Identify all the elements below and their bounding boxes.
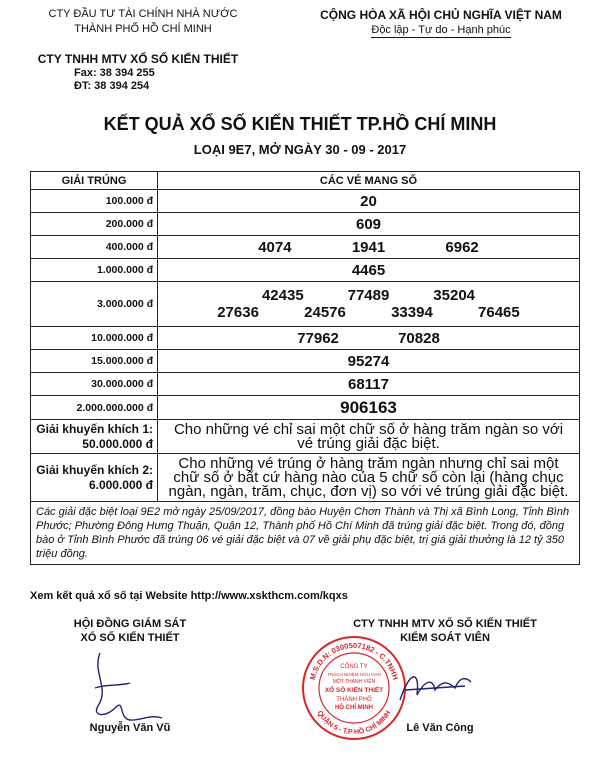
left-signer-title-2: XỔ SỐ KIẾN THIẾT bbox=[80, 632, 180, 644]
stamp-bottom-text: QUẬN 5 - T.P HỒ CHÍ MINH bbox=[315, 709, 393, 737]
winning-numbers bbox=[158, 236, 580, 259]
right-signature-mark bbox=[395, 660, 475, 720]
page-subtitle: LOẠI 9E7, MỞ NGÀY 30 - 09 - 2017 bbox=[193, 142, 407, 157]
table-row-note bbox=[31, 502, 580, 565]
prize-amount: 10.000.000 đ bbox=[31, 327, 158, 350]
stamp-line-4: XỔ SỐ KIẾN THIẾT bbox=[324, 687, 384, 694]
left-signer-name: Nguyễn Văn Vũ bbox=[89, 722, 171, 734]
col-header-numbers: CÁC VÉ MANG SỐ bbox=[158, 172, 580, 190]
consolation-2-amount: 6.000.000 đ bbox=[88, 477, 153, 492]
phone-number: ĐT: 38 394 254 bbox=[74, 80, 150, 92]
stamp-line-2: TRÁCH NHIỆM HỮU HẠN bbox=[327, 672, 381, 677]
table-row-consolation-2 bbox=[31, 454, 580, 502]
winning-numbers bbox=[158, 190, 580, 213]
page-title: KẾT QUẢ XỔ SỐ KIẾN THIẾT TP.HỒ CHÍ MINH bbox=[103, 114, 497, 134]
consolation-2-label: Giải khuyến khích 2: bbox=[36, 462, 153, 477]
right-signer-title-2: KIỂM SOÁT VIÊN bbox=[400, 632, 490, 644]
winning-numbers bbox=[158, 373, 580, 396]
winning-numbers bbox=[158, 350, 580, 373]
winning-numbers bbox=[158, 213, 580, 236]
nation-motto bbox=[300, 24, 582, 36]
winning-numbers bbox=[158, 282, 580, 327]
stamp-line-5: THÀNH PHỐ bbox=[336, 697, 372, 703]
col-header-prize: GIẢI TRÚNG bbox=[31, 172, 158, 190]
winning-number: 20 bbox=[360, 192, 377, 210]
winning-numbers bbox=[158, 259, 580, 282]
table-row bbox=[31, 213, 580, 236]
table-row bbox=[31, 282, 580, 327]
table-row-special bbox=[31, 396, 580, 420]
company-name: CTY TNHH MTV XỔ SỐ KIẾN THIẾT bbox=[37, 52, 239, 66]
consolation-1-label: Giải khuyến khích 1: bbox=[36, 421, 153, 436]
winning-number: 609 bbox=[355, 215, 382, 233]
table-row-consolation-1 bbox=[31, 420, 580, 454]
winning-number: 42435 bbox=[261, 287, 304, 304]
winning-number: 68117 bbox=[348, 375, 389, 393]
table-row bbox=[31, 190, 580, 213]
special-winning-number: 906163 bbox=[340, 397, 397, 417]
fax-number: Fax: 38 394 255 bbox=[74, 67, 155, 79]
left-signer-title-1: HỘI ĐỒNG GIÁM SÁT bbox=[73, 618, 187, 630]
prize-amount: 30.000.000 đ bbox=[31, 373, 158, 396]
table-row bbox=[31, 327, 580, 350]
winning-number: 4074 bbox=[258, 238, 292, 256]
winning-number: 77489 bbox=[347, 287, 390, 304]
consolation-2-desc: Cho những vé trúng ở hàng trăm ngàn nhưng chỉ sai một chữ số ở bất cứ hàng nào của 5 chữ số còn lại (hàng chục ngàn, ngàn, trăm, chục, đơn vị) so với vé trúng giải đặc biệt. bbox=[158, 454, 580, 502]
prize-amount: 3.000.000 đ bbox=[31, 282, 158, 327]
winning-number: 70828 bbox=[398, 329, 440, 347]
stamp-line-3: MỘT THÀNH VIÊN bbox=[332, 679, 376, 685]
consolation-1-amount: 50.000.000 đ bbox=[82, 436, 153, 451]
right-signer-name: Lê Văn Công bbox=[406, 722, 474, 734]
winning-number: 76465 bbox=[478, 304, 520, 321]
results-table bbox=[30, 171, 580, 565]
consolation-2-prize bbox=[31, 454, 158, 502]
prize-amount: 200.000 đ bbox=[31, 213, 158, 236]
consolation-1-desc: Cho những vé chỉ sai một chữ số ở hàng trăm ngàn so với vé trúng giải đặc biệt. bbox=[158, 420, 580, 454]
parent-org-city: THÀNH PHỐ HỒ CHÍ MINH bbox=[74, 23, 212, 35]
table-row bbox=[31, 259, 580, 282]
winning-number: 4465 bbox=[351, 261, 386, 279]
table-row bbox=[31, 350, 580, 373]
winning-number: 35204 bbox=[433, 287, 476, 304]
motto-text: Độc lập - Tự do - Hạnh phúc bbox=[371, 24, 511, 36]
right-signer-title-1: CTY TNHH MTV XỔ SỐ KIẾN THIẾT bbox=[353, 618, 537, 630]
winning-number: 77962 bbox=[297, 329, 339, 347]
winning-number: 1941 bbox=[351, 238, 386, 256]
stamp-line-1: CÔNG TY bbox=[340, 664, 368, 670]
prize-amount: 15.000.000 đ bbox=[31, 350, 158, 373]
winning-number: 27636 bbox=[217, 304, 259, 321]
prize-amount: 100.000 đ bbox=[31, 190, 158, 213]
table-row bbox=[31, 236, 580, 259]
winning-numbers bbox=[158, 327, 580, 350]
table-header-row bbox=[31, 172, 580, 190]
winning-number: 6962 bbox=[445, 238, 479, 256]
winning-number: 33394 bbox=[391, 304, 433, 321]
stamp-ring-text: M.S.D.N: 0300507182 - C.TNHH bbox=[307, 640, 401, 681]
table-row bbox=[31, 373, 580, 396]
prize-amount-special: 2.000.000.000 đ bbox=[31, 396, 158, 420]
parent-org-name: CTY ĐẦU TƯ TÀI CHÍNH NHÀ NƯỚC bbox=[48, 8, 238, 20]
prize-amount: 400.000 đ bbox=[31, 236, 158, 259]
prize-amount: 1.000.000 đ bbox=[31, 259, 158, 282]
consolation-1-prize bbox=[31, 420, 158, 454]
stamp-line-6: HỒ CHÍ MINH bbox=[335, 705, 373, 711]
website-line: Xem kết quả xổ số tại Website http://www.xskthcm.com/kqxs bbox=[30, 590, 348, 602]
left-signature-mark bbox=[70, 648, 220, 728]
winning-numbers bbox=[158, 396, 580, 420]
winning-number: 95274 bbox=[347, 352, 390, 370]
special-prize-note: Các giải đặc biệt loại 9E2 mở ngày 25/09/2017, đồng bào Huyện Chơn Thành và Thị xã Bình Long, Tỉnh Bình Phước; Phường Đông Hưng Thuận, Quận 12, Thành phố Hồ Chí Minh đã trúng giải đặc biệt. Trong đó, đồng bào ở Tỉnh Bình Phước đã trúng 06 vé giải đặc biệt và 07 về giải phụ đặc biệt, trị giá giải thưởng là 12 tỷ 350 triệu đồng. bbox=[31, 502, 580, 565]
nation-name: CỘNG HÒA XÃ HỘI CHỦ NGHĨA VIỆT NAM bbox=[320, 8, 562, 22]
winning-number: 24576 bbox=[304, 304, 346, 321]
